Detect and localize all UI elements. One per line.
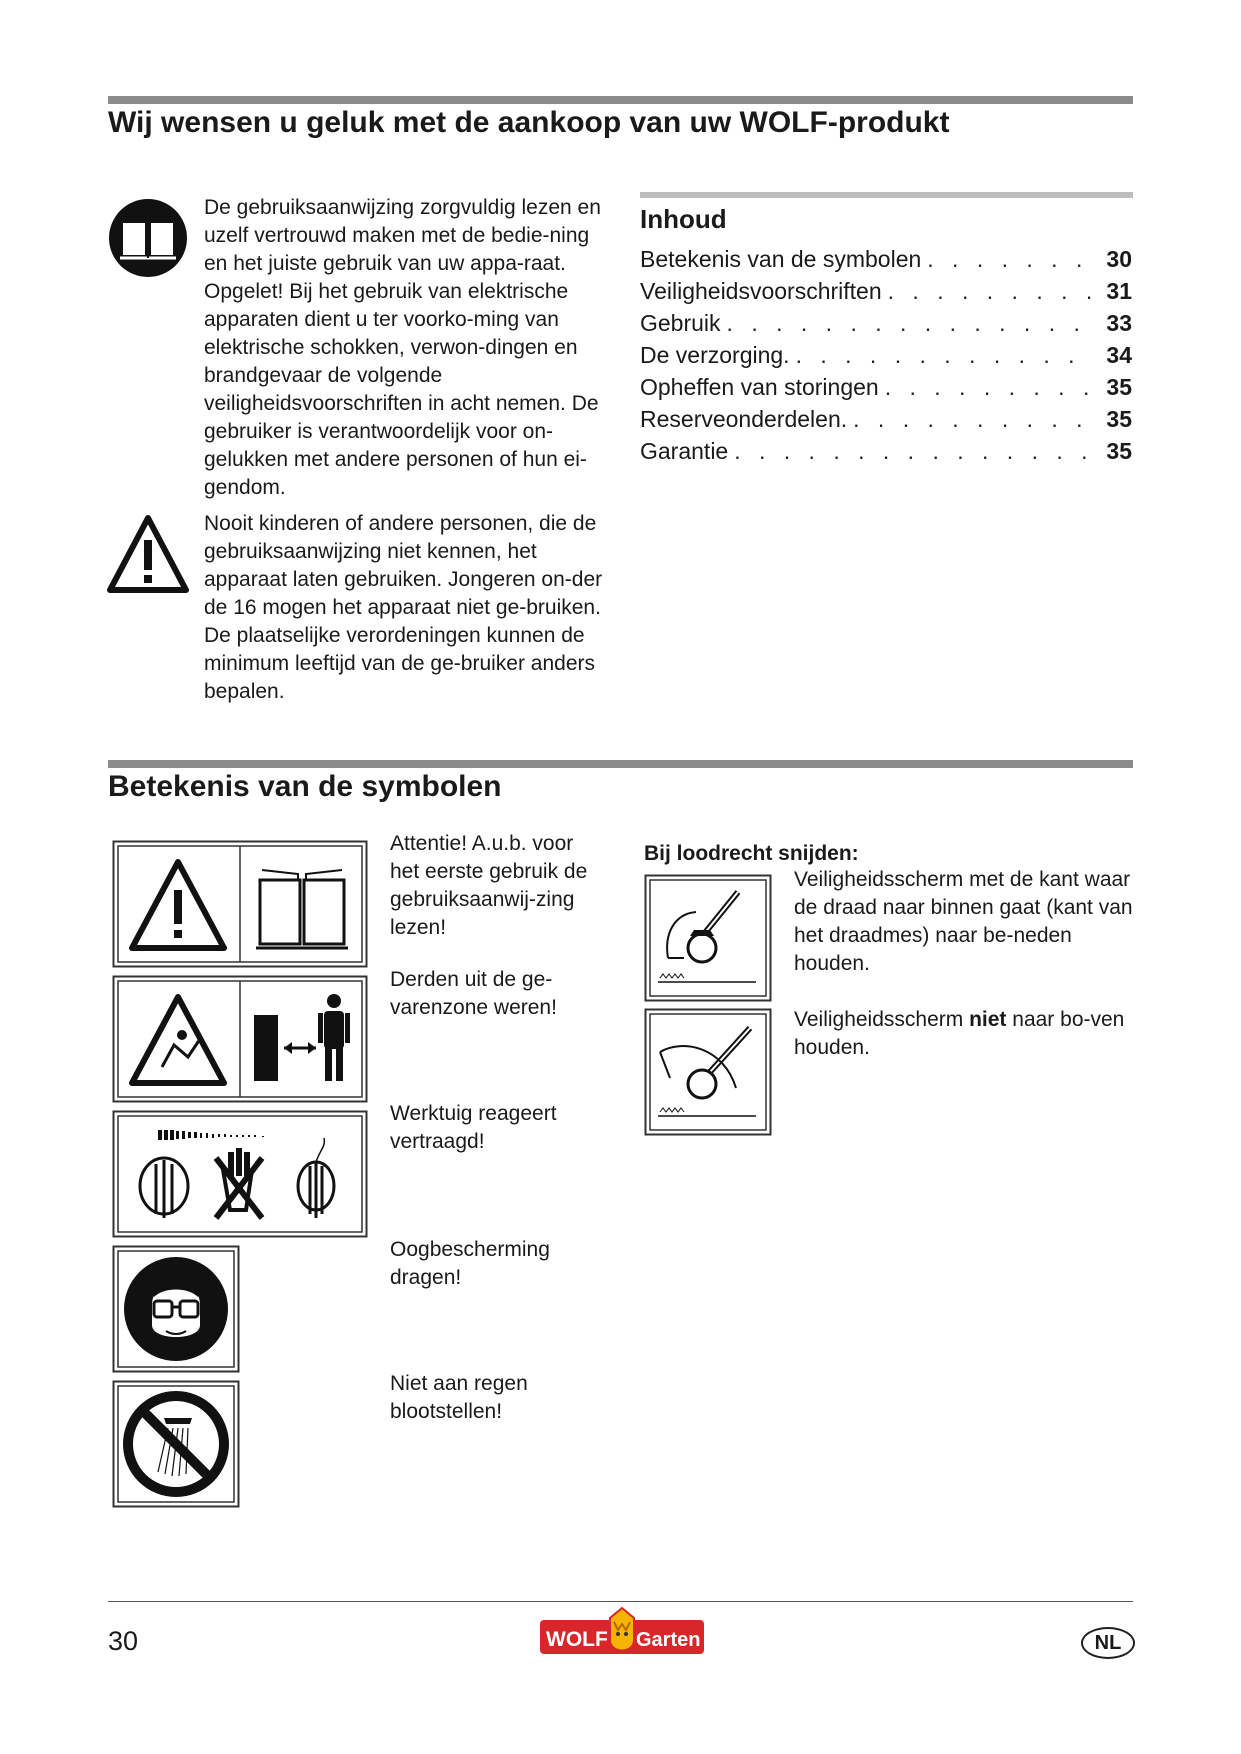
- toc-item[interactable]: De verzorging. . . . 34: [640, 342, 1132, 374]
- section-title: Betekenis van de symbolen: [108, 770, 502, 803]
- no-rain-symbol: [112, 1380, 240, 1508]
- language-badge: NL: [1081, 1627, 1135, 1659]
- read-manual-symbol: [112, 840, 368, 968]
- page-number: 30: [108, 1626, 139, 1656]
- symbol-text-2: Derden uit de ge-varenzone weren!: [390, 968, 557, 1019]
- guard-down-text: Veiligheidsscherm met de kant waar de draad naar binnen gaat (kant van het draadmes) naar be-neden houden.: [794, 868, 1133, 975]
- toc-item[interactable]: Betekenis van de symbolen . . . 30: [640, 246, 1132, 278]
- toc-item[interactable]: Veiligheidsvoorschriften . . . 31: [640, 278, 1132, 310]
- toc-item[interactable]: Gebruik . . . 33: [640, 310, 1132, 342]
- intro-paragraph-2: Nooit kinderen of andere personen, die de gebruiksaanwijzing niet kennen, het apparaat laten gebruiken. Jongeren on-der de 16 mogen het apparaat niet ge-bruiken. De plaatselijke verordeningen kunnen de minimum leeftijd van de ge-bruiker anders bepalen.: [204, 512, 603, 703]
- symbol-text-1: Attentie! A.u.b. voor het eerste gebruik de gebruiksaanwij-zing lezen!: [390, 832, 588, 939]
- svg-text:Garten: Garten: [636, 1629, 701, 1651]
- delayed-stop-symbol: [112, 1110, 368, 1238]
- guard-not-up-symbol: [644, 1008, 772, 1136]
- top-rule: [108, 96, 1133, 104]
- symbol-text-5: Niet aan regen blootstellen!: [390, 1372, 528, 1423]
- eye-protection-symbol: [112, 1245, 240, 1373]
- guard-not-up-text: Veiligheidsscherm niet naar bo-ven houden.: [794, 1008, 1125, 1059]
- keep-distance-symbol: [112, 975, 368, 1103]
- footer-rule: [108, 1601, 1133, 1602]
- section-rule: [108, 760, 1133, 768]
- toc-title: Inhoud: [640, 204, 727, 234]
- vertical-cutting-heading: Bij loodrecht snijden:: [644, 842, 859, 865]
- guard-down-symbol: [644, 874, 772, 1002]
- intro-paragraph-1: De gebruiksaanwijzing zorgvuldig lezen en uzelf vertrouwd maken met de bedie-ning en het juiste gebruik van uw appa-raat. Opgelet! Bij het gebruik van elektrische apparaten dient u ter voorko-ming van elektrische schokken, verwon-dingen en brandgevaar de volgende veiligheidsvoorschriften in acht nemen. De gebruiker is verantwoordelijk voor on-gelukken met andere personen of hun ei-gendom.: [204, 196, 601, 499]
- svg-text:WOLF: WOLF: [546, 1628, 608, 1651]
- warning-icon: [106, 512, 190, 596]
- toc-item[interactable]: Garantie . . . 35: [640, 438, 1132, 470]
- book-icon: [108, 198, 188, 278]
- page-title: Wij wensen u geluk met de aankoop van uw WOLF-produkt: [108, 106, 950, 139]
- toc-item[interactable]: Opheffen van storingen . . . 35: [640, 374, 1132, 406]
- wolf-garten-logo: [538, 1604, 706, 1666]
- toc-list: [640, 246, 1132, 470]
- symbol-text-4: Oogbescherming dragen!: [390, 1238, 550, 1289]
- symbol-text-3: Werktuig reageert vertraagd!: [390, 1102, 557, 1153]
- toc-item[interactable]: Reserveonderdelen. . . . 35: [640, 406, 1132, 438]
- toc-rule: [640, 192, 1133, 198]
